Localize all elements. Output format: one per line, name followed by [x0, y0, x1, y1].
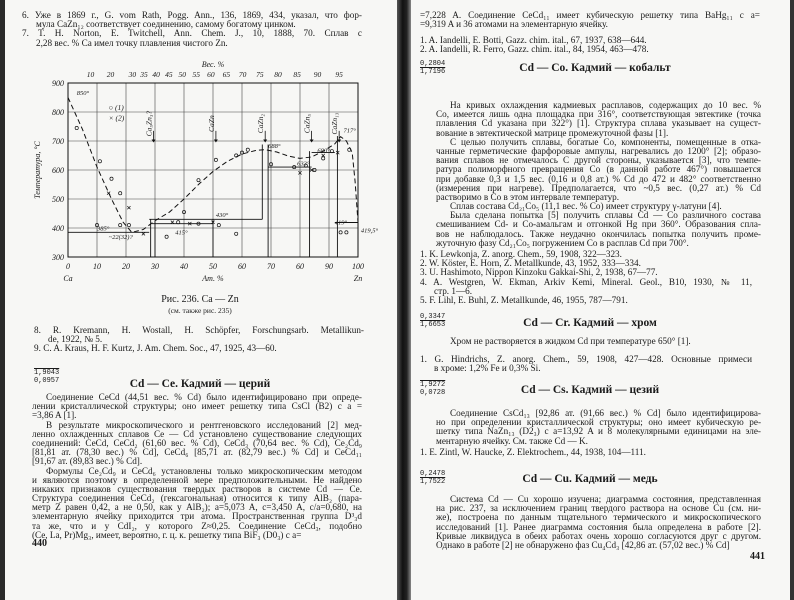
text-line: вания сплавов не отмечалось С другой стороны, указывается [3], что темпе- [436, 155, 761, 166]
text-line: же), построена по данным тщательного термического и микроскопического [436, 512, 761, 523]
temperature-annotation: 717° [343, 127, 356, 135]
data-point-circle [127, 224, 130, 227]
top-tick-label: 75 [256, 70, 264, 79]
text-line: смешиванием Cd- и Co-амальгам и отгонкой Hg при 360°. Образования спла- [436, 219, 761, 230]
section-text-cd-cu [436, 495, 761, 550]
compound-label: CaZn₁₃ [330, 112, 340, 135]
text-line: Сплав состава Cd₂₁Co₅ (11,1 вес. % Co) имеет структуру γ-латуни [4]. [450, 201, 722, 212]
temperature-annotation: 680° [317, 147, 330, 155]
data-point-circle [119, 224, 122, 227]
text-line: С целью получить сплавы, богатые Co, компоненты, помещенные в отка- [450, 136, 761, 147]
text-line: та же, что и у CdI₂, у которого Z≈0,25. Соединение CeCd₃, подобно [32, 520, 362, 531]
top-axis-title: Вес. % [201, 60, 225, 69]
reference-line: 1. E. Zintl, W. Haucke, Z. Elektrochem., 44, 1938, 104—111. [420, 447, 646, 457]
text-line: [91,67 ат. (89,83 вес.) % Cd]. [32, 456, 143, 467]
data-point-circle [165, 235, 168, 238]
y-tick-label: 300 [52, 253, 64, 262]
top-tick-label: 90 [313, 70, 322, 79]
section-text-cd-cs [436, 409, 761, 446]
temperature-annotation: 430° [215, 211, 229, 219]
data-point-circle [98, 160, 101, 163]
compound-label: CaZn [206, 115, 216, 132]
page-number-right: 441 [750, 551, 765, 562]
top-tick-label: 10 [86, 70, 95, 79]
log-values-cr [420, 313, 445, 329]
log-value: 0,0957 [34, 377, 60, 385]
y-tick-label: 600 [52, 166, 64, 175]
figure-caption-note: (см. также рис. 235) [168, 306, 232, 315]
x-axis-title: Ат. % [202, 274, 224, 283]
data-point-cross [107, 192, 110, 195]
x-tick-label: 40 [180, 262, 188, 271]
reference-line: 1. A. Iandelli, E. Botti, Gazz. chim. ital., 67, 1937, 638—644. [420, 35, 647, 45]
text-line: Хром не растворяется в жидком Cd при температуре 650° [1]. [450, 336, 691, 346]
page-number-left: 440 [32, 538, 47, 549]
top-tick-label: 40 [152, 70, 160, 79]
section-text-cd-ce [32, 393, 362, 540]
log-values-cs [420, 381, 445, 397]
text-line: ратура полиморфного превращения Co (в данной работе 467°) повышается [436, 164, 761, 175]
text-line: (Ce, La, Pr)Mg₃, имеет, вероятно, г. ц. к. решетку типа BiF₃ (D0₃) с a= [32, 529, 302, 540]
x-tick-label: 60 [238, 262, 246, 271]
reference-line: de, 1922, № 5. [48, 334, 103, 345]
element-label-ca: Ca [63, 274, 73, 283]
text-line: шетку типа NaZn₁₃ (D2₃) с a=13,92 A и 8 молекулярными единицами на эле- [436, 426, 761, 437]
left-references-8-9 [34, 326, 364, 354]
top-tick-label: 30 [128, 70, 137, 79]
text-line: =9,319 A и 36 атомами на элементарную ячейку. [420, 19, 608, 30]
data-point-circle [214, 158, 217, 161]
right-top-text [420, 11, 760, 29]
section-heading-cd-ce: Cd — Ce. Кадмий — церий [129, 378, 271, 390]
text-line: вов не наблюдалось. Также неудачно окончилась попытка получить проме- [436, 228, 761, 239]
legend-entry: ○ (1) [108, 103, 124, 112]
reference-line: 4. A. Westgren, W. Ekman, Arkiv Kemi, Mineral. Geol., B10, 1930, № 11, [420, 276, 752, 287]
references-cd-co [420, 250, 752, 305]
section-heading-cd-cs: Cd — Cs. Кадмий — цезий [520, 384, 660, 396]
top-tick-label: 85 [293, 70, 301, 79]
text-line: но при определении кристаллической структуры; оно имеет кубическую ре- [436, 417, 761, 428]
x-tick-label: 90 [325, 262, 333, 271]
log-value: 0,3347 [420, 313, 446, 321]
scan-edge-right [790, 0, 794, 600]
log-values-ce [34, 369, 59, 385]
log-value: 0,2804 [420, 60, 446, 68]
legend-entry: × (2) [108, 113, 125, 123]
reference-line: 2,28 вес. % Ca имел точку плавления чистого Zn. [36, 37, 228, 48]
data-point-circle [246, 148, 249, 151]
temperature-annotation: ~22(32)? [108, 234, 133, 242]
log-value: 1,7196 [420, 68, 446, 76]
text-line: жуточную фазу Cd₂₁Co₅ погружением Co в расплав Cd при 700°. [436, 237, 689, 248]
text-line: [81,81 ат. (78,30 вес.) % Cd], CeCd₆ [85,71 ат. (82,79 вес.) % Cd] и CeCd₁₁ [32, 447, 362, 458]
data-point-circle [217, 224, 220, 227]
top-tick-label: 20 [106, 70, 115, 79]
data-point-circle [119, 192, 122, 195]
top-tick-label: 50 [178, 70, 186, 79]
text-line: =7,228 A. Соединение CeCd₁₁ имеет кубическую решетку типа BaHg₁₁ с a= [420, 10, 760, 20]
section-heading-cd-cu: Cd — Cu. Кадмий — медь [522, 473, 658, 485]
text-line: соединений: CeCd, CeCd₂ (61,60 вес. % Cd), CeCd₃ (70,64 вес. % Cd), Ce₂Cd₉ [32, 437, 362, 448]
data-point-circle [110, 177, 113, 180]
log-value: 0,0728 [420, 389, 446, 397]
log-value: 1,7522 [420, 478, 446, 486]
text-line: Соединение CsCd₁₃ [92,86 ат. (91,66 вес.) % Cd] было идентифицирова- [450, 408, 761, 418]
y-tick-label: 900 [52, 79, 64, 88]
top-tick-label: 60 [207, 70, 215, 79]
top-tick-label: 45 [165, 70, 173, 79]
text-line: Однако в работе [2] не обнаружено фаз Cu₄Cd₃ [42,86 ат. (57,02 вес.) % Cd] [436, 539, 730, 550]
figure-caption: Рис. 236. Ca — Zn [161, 294, 239, 305]
reference-line: стр. 1—6. [434, 285, 473, 296]
references-cd-cr [420, 355, 752, 373]
text-line: Структура соединения CeCd₂ (гексагональная) относится к типу AlB₂ (пара- [32, 493, 362, 504]
text-line: На кривых охлаждения кадмиевых расплавов, содержащих до 10 вес. % [450, 100, 761, 110]
log-value: 1,9272 [420, 381, 446, 389]
x-tick-label: 50 [209, 262, 217, 271]
reference-line: 2. A. Iandelli, R. Ferro, Gazz. chim. ital., 84, 1954, 463—478. [420, 44, 649, 55]
text-line: Co, имеется лишь одна площадка при 316°, соответствующая эвтектике (точка [436, 109, 761, 120]
text-line: Формулы Ce₂Cd₉ и CeCd₆ установлены только микроскопическим методом [46, 465, 362, 476]
top-tick-label: 35 [140, 70, 148, 79]
temperature-annotation: 419° [334, 219, 348, 227]
right-ce-references [420, 36, 720, 54]
references-cd-cs [420, 448, 752, 457]
text-line: лении кристаллической структуры; оно имеет решетку типа CsCl (B2) с a = [32, 401, 362, 412]
log-value: 1,6653 [420, 321, 446, 329]
reference-line: 7. T. H. Norton, E. Twitchell, Ann. Chem. J., 10, 1888, 70. Сплав с [22, 28, 362, 39]
text-line: растворимо в Co в этом интервале температур. [436, 191, 620, 202]
text-line: чанные герметические фарфоровые ампулы, нагревались до 1200° [2]; образо- [436, 145, 761, 156]
top-tick-label: 70 [238, 70, 247, 79]
text-line: Соединение CeCd (44,51 вес. % Cd) было идентифицировано при опреде- [46, 392, 362, 402]
x-tick-label: 20 [122, 262, 130, 271]
temperature-annotation: 850° [76, 90, 90, 98]
temperature-annotation: 415° [175, 229, 188, 237]
compound-label: CaZn₅ [302, 113, 312, 134]
temperature-annotation: 385° [97, 225, 110, 233]
text-line: ленно охлажденных сплавов Ce — Cd установлено существование следующих [32, 428, 362, 439]
temperature-annotation: 688° [268, 142, 281, 150]
reference-line: 5. F. Lihl, E. Buhl, Z. Metallkunde, 46, 1955, 787—791. [420, 294, 628, 305]
top-tick-label: 55 [192, 70, 200, 79]
y-axis-title: Температура, °C [33, 141, 42, 199]
data-point-circle [322, 157, 325, 160]
text-line: плавления Cd указана при 322°) [1]. Структура сплава указывает на сущест- [436, 118, 761, 129]
text-line: Кривые ликвидуса в обеих работах очень хорошо согласуются друг с другом. [436, 530, 761, 541]
compound-label: Ca₅Zn₃? [144, 110, 154, 137]
y-tick-label: 500 [52, 195, 64, 204]
temperature-annotation: 633° [297, 160, 310, 168]
reference-line: 3. U. Hashimoto, Nippon Kinzoku Gakkai-Shi, 2, 1938, 67—77. [420, 267, 658, 278]
x-tick-label: 100 [352, 262, 364, 271]
top-tick-label: 95 [335, 70, 343, 79]
log-value: 1,9043 [34, 369, 60, 377]
text-line: элементарную ячейку приходится три атома. Пространственная группа D³₃d [32, 511, 362, 522]
x-tick-label: 0 [66, 262, 70, 271]
temperature-annotation: 419,5° [360, 227, 379, 235]
section-text-cd-co [436, 101, 761, 248]
top-tick-label: 65 [222, 70, 231, 79]
x-tick-label: 70 [267, 262, 275, 271]
text-line: Система Cd — Cu хорошо изучена; диаграмма состояния, представленная [450, 494, 761, 504]
text-line: ментарную ячейку. См. также Cd — K. [436, 435, 588, 446]
reference-line: 9. C. A. Kraus, H. F. Kurtz, J. Am. Chem. Soc., 47, 1925, 43—60. [34, 343, 277, 354]
text-line: и являются поэтому в определенной мере предположительными. Не найдено [32, 474, 362, 485]
text-line: на рис. 237, за исключением границ твердого раствора на основе Cu (см. ни- [436, 503, 761, 514]
phase-diagram-ca-zn [0, 0, 400, 290]
data-point-circle [235, 232, 238, 235]
reference-line: 1. G. Hindrichs, Z. anorg. Chem., 59, 1908, 427—428. Основные примеси [420, 354, 752, 364]
text-line: =3,86 A [1]. [32, 410, 77, 421]
reference-line: 6. Уже в 1869 г., G. vom Rath, Pogg. Ann., 136, 1869, 434, указал, что фор- [22, 10, 362, 20]
data-point-circle [197, 179, 200, 182]
log-value: 0,2478 [420, 470, 446, 478]
log-values-cu [420, 470, 445, 486]
text-line: метр Z равен 0,42, а не 0,50, как у AlB₂); a=5,073 A, c=3,450 A, c/a=0,680, на [32, 502, 362, 513]
y-tick-label: 800 [52, 108, 64, 117]
reference-line: 8. R. Kremann, H. Wostall, H. Schöpfer, Forschungsarb. Metallikun- [34, 325, 364, 335]
compound-label: CaZn₂ [256, 113, 266, 134]
top-tick-label: 80 [274, 70, 282, 79]
section-heading-cd-cr: Cd — Cr. Кадмий — хром [523, 317, 657, 329]
text-line: при добавке 0,3 и 1,5 вес. (0,16 и 0,8 ат.) % Cd до 472 и 482° соответственно [436, 173, 761, 184]
text-line: (измерения при нагреве). Предполагается, что ~0,5 вес. (0,27 ат.) % Cd [436, 182, 761, 193]
reference-line: в хроме: 1,2% Fe и 0,3% Si. [434, 363, 541, 374]
y-tick-label: 700 [52, 137, 64, 146]
data-point-cross [127, 206, 130, 209]
reference-line: 2. W. Köster, E. Horn, Z. Metallkunde, 43, 1952, 333—334. [420, 258, 641, 269]
text-line: исследований [1]. Ранее диаграмма состояния была определена в работе [2]. [436, 521, 761, 532]
reference-line: 1. K. Lewkonja, Z. anorg. Chem., 59, 1908, 322—323. [420, 249, 622, 259]
log-values-co [420, 60, 445, 76]
x-tick-label: 10 [93, 262, 101, 271]
data-point-circle [345, 231, 348, 234]
text-line: В результате микроскопического и рентгеновского исследований [2] мед- [46, 419, 362, 430]
element-label-zn: Zn [353, 274, 363, 283]
x-tick-label: 60 [296, 262, 304, 271]
data-point-circle [339, 231, 342, 234]
text-line: Была сделана попытка [5] получить сплавы Cd — Co различного состава [450, 210, 761, 221]
text-line: вование в эвтектической матрице промежуточной фазы [1]. [436, 127, 669, 138]
data-point-circle [75, 126, 78, 129]
section-text-cd-cr [436, 337, 761, 346]
reference-line: мула CaZn₁₂ соответствует соединению, самому богатому цинком. [36, 19, 296, 30]
section-heading-cd-co: Cd — Co. Кадмий — кобальт [519, 62, 671, 74]
text-line: никаких признаков существования твердых растворов в системе Cd — Ce. [32, 483, 362, 494]
x-tick-label: 30 [151, 262, 159, 271]
y-tick-label: 400 [52, 224, 64, 233]
